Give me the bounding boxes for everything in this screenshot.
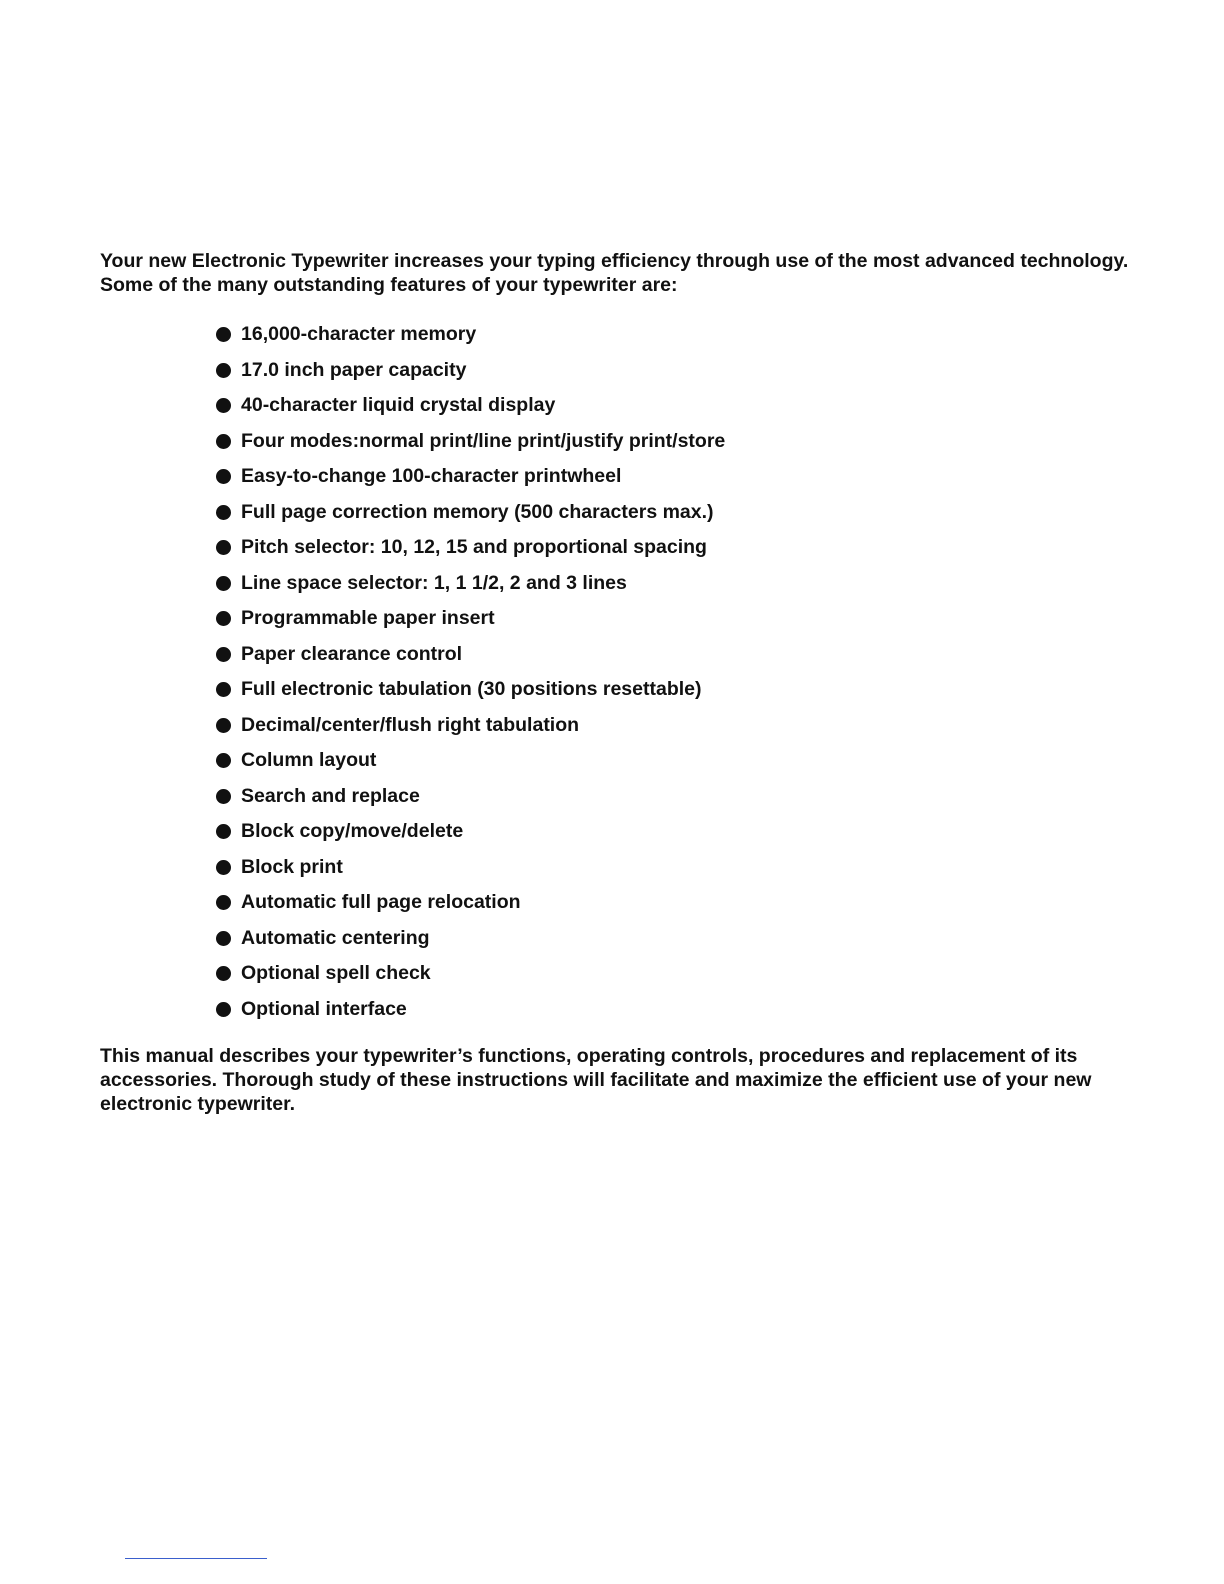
feature-text: Four modes:normal print/line print/justify print/store [241,429,726,452]
bullet-icon [216,753,231,768]
list-item [216,393,725,429]
feature-text: Line space selector: 1, 1 1/2, 2 and 3 lines [241,571,627,594]
list-item [216,855,725,891]
list-item [216,890,725,926]
feature-text: Column layout [241,749,377,771]
bullet-icon [216,363,231,378]
bullet-icon [216,789,231,804]
bullet-icon [216,505,231,520]
feature-text: Decimal/center/flush right tabulation [241,713,580,736]
bullet-icon [216,540,231,555]
outro-paragraph: This manual describes your typewriter’s functions, operating controls, procedures and replacement of its accessories. Thorough study of these instructions will facilitate and maximize the efficient use of your new electronic typewriter. [100,1045,1092,1115]
feature-text: Optional spell check [241,962,431,984]
feature-text: Optional interface [241,997,407,1020]
bullet-icon [216,434,231,449]
footer-rule [125,1558,267,1559]
feature-text: Programmable paper insert [241,607,495,629]
feature-text: 40-character liquid crystal display [241,394,556,416]
feature-text: Search and replace [241,784,420,807]
list-item [216,961,725,997]
bullet-icon [216,1002,231,1017]
feature-text: Automatic full page relocation [241,891,521,913]
list-item [216,606,725,642]
list-item [216,926,725,962]
list-item [216,358,725,394]
bullet-icon [216,860,231,875]
feature-text: 17.0 inch paper capacity [241,358,467,381]
bullet-icon [216,718,231,733]
bullet-icon [216,611,231,626]
list-item [216,500,725,536]
bullet-icon [216,398,231,413]
bullet-icon [216,824,231,839]
bullet-icon [216,576,231,591]
list-item [216,322,725,358]
list-item [216,997,725,1033]
list-item [216,748,725,784]
list-item [216,677,725,713]
list-item [216,713,725,749]
feature-text: 16,000-character memory [241,323,477,345]
bullet-icon [216,682,231,697]
feature-text: Full page correction memory (500 characters max.) [241,500,714,523]
bullet-icon [216,327,231,342]
list-item [216,464,725,500]
bullet-icon [216,647,231,662]
feature-text: Block print [241,855,343,878]
feature-text: Block copy/move/delete [241,820,464,842]
list-item [216,429,725,465]
bullet-icon [216,931,231,946]
bullet-icon [216,966,231,981]
feature-text: Full electronic tabulation (30 positions resettable) [241,678,702,700]
feature-text: Easy-to-change 100-character printwheel [241,465,622,487]
list-item [216,535,725,571]
feature-text: Automatic centering [241,926,430,949]
feature-list [216,322,725,1032]
list-item [216,571,725,607]
list-item [216,642,725,678]
intro-paragraph: Your new Electronic Typewriter increases your typing efficiency through use of the most advanced technology. Some of the many outstanding features of your typewriter are: [100,250,1129,296]
list-item [216,784,725,820]
feature-text: Pitch selector: 10, 12, 15 and proportional spacing [241,536,707,558]
feature-text: Paper clearance control [241,642,463,665]
list-item [216,819,725,855]
bullet-icon [216,895,231,910]
bullet-icon [216,469,231,484]
